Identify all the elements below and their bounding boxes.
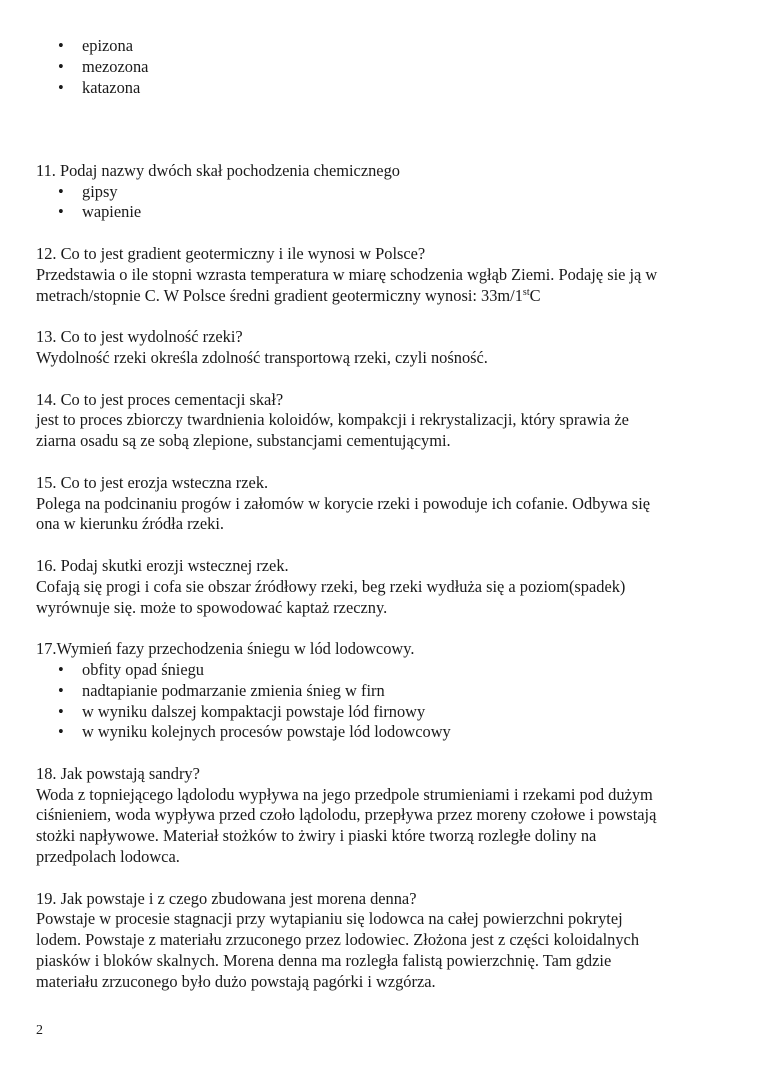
list-item: • w wyniku dalszej kompaktacji powstaje lód firnowy [58, 701, 426, 721]
question-15: 15. Co to jest erozja wsteczna rzek. [36, 472, 269, 492]
question-18: 18. Jak powstają sandry? [36, 763, 200, 783]
question-13: 13. Co to jest wydolność rzeki? [36, 327, 243, 347]
bullet-icon: • [58, 36, 64, 55]
bullet-icon: • [58, 680, 64, 700]
answer-12-line-1: Przedstawia o ile stopni wzrasta temperatura w miarę schodzenia wgłąb Ziemi. Podaję sie ją w [36, 264, 658, 284]
page-number: 2 [36, 1023, 43, 1038]
answer-14-line-2: ziarna osadu są ze sobą zlepione, substancjami cementującymi. [36, 431, 451, 451]
answer-18-line-3: stożki napływowe. Materiał stożków to żwiry i piaski które tworzą rozległe doliny na [36, 826, 597, 846]
answer-15-line-2: ona w kierunku źródła rzeki. [36, 514, 224, 534]
list-item: • mezozona [58, 56, 149, 76]
bullet-icon: • [58, 77, 64, 97]
bullet-icon: • [58, 722, 64, 742]
bullet-icon: • [58, 701, 64, 721]
question-17: 17.Wymień fazy przechodzenia śniegu w lód lodowcowy. [36, 639, 415, 659]
document-page [36, 36, 736, 993]
answer-16-line-2: wyrównuje się. może to spowodować kaptaż rzeczny. [36, 597, 388, 617]
answer-19-line-4: materiału zrzuconego było dużo powstają pagórki i wzgórza. [36, 971, 436, 991]
answer-13-line-1: Wydolność rzeki określa zdolność transportową rzeki, czyli nośność. [36, 347, 488, 367]
bullet-icon: • [58, 202, 64, 222]
answer-18-line-1: Woda z topniejącego lądolodu wypływa na jego przedpole strumieniami i rzekami pod dużym [36, 784, 653, 804]
q17-list [36, 660, 736, 743]
bullet-icon: • [58, 56, 64, 76]
question-11: 11. Podaj nazwy dwóch skał pochodzenia chemicznego [36, 160, 400, 180]
answer-19-line-2: lodem. Powstaje z materiału zrzuconego przez lodowiec. Złożona jest z części koloidalnych [36, 930, 640, 950]
answer-18-line-4: przedpolach lodowca. [36, 847, 180, 867]
list-item: • obfity opad śniegu [58, 659, 205, 679]
answer-16-line-1: Cofają się progi i cofa sie obszar źródłowy rzeki, beg rzeki wydłuża się a poziom(spadek) [36, 576, 626, 596]
list-item: • katazona [58, 77, 141, 97]
answer-18-line-2: ciśnieniem, woda wypływa przed czoło lądolodu, przepływa przez moreny czołowe i powstają [36, 805, 657, 825]
list-item: • w wyniku kolejnych procesów powstaje lód lodowcowy [58, 722, 451, 742]
answer-19-line-3: piasków i bloków skalnych. Morena denna ma rozległa falistą powierzchnię. Tam gdzie [36, 951, 612, 971]
question-16: 16. Podaj skutki erozji wstecznej rzek. [36, 555, 289, 575]
question-14: 14. Co to jest proces cementacji skał? [36, 389, 284, 409]
superscript: st [522, 286, 530, 298]
question-19: 19. Jak powstaje i z czego zbudowana jest morena denna? [36, 888, 417, 908]
list-item: • nadtapianie podmarzanie zmienia śnieg w firn [58, 680, 385, 700]
bullet-icon: • [58, 659, 64, 679]
answer-12-line-2: metrach/stopnie C. W Polsce średni gradient geotermiczny wynosi: 33m/1stC [36, 285, 541, 305]
question-12: 12. Co to jest gradient geotermiczny i ile wynosi w Polsce? [36, 243, 426, 263]
list-item: • epizona [58, 36, 133, 55]
q11-list [36, 182, 736, 224]
answer-19-line-1: Powstaje w procesie stagnacji przy wytapianiu się lodowca na całej powierzchni pokrytej [36, 909, 623, 929]
list-item: • gipsy [58, 181, 118, 201]
intro-list [36, 36, 736, 98]
answer-15-line-1: Polega na podcinaniu progów i załomów w korycie rzeki i powoduje ich cofanie. Odbywa się [36, 493, 651, 513]
answer-14-line-1: jest to proces zbiorczy twardnienia koloidów, kompakcji i rekrystalizacji, który sprawia że [36, 410, 629, 430]
list-item: • wapienie [58, 202, 142, 222]
bullet-icon: • [58, 181, 64, 201]
